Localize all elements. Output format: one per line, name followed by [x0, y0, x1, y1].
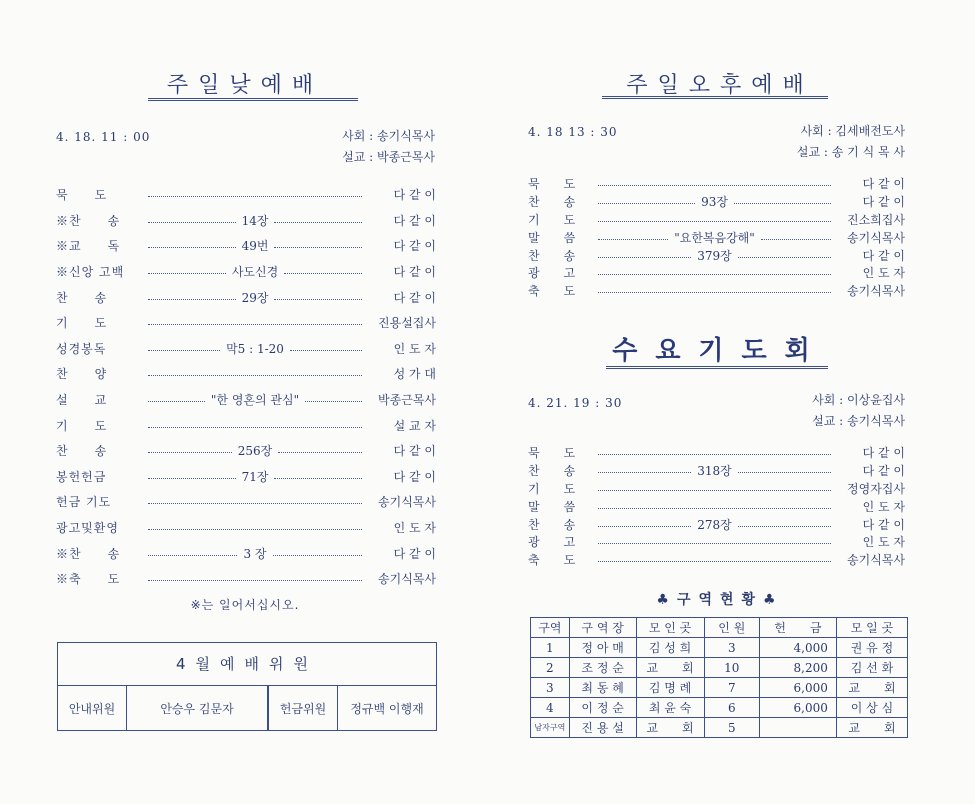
- afternoon-title-underline: [602, 96, 828, 99]
- program-item-label: 광 고: [528, 266, 576, 281]
- column-header: 구 역 장: [569, 618, 636, 638]
- program-row: [56, 259, 436, 285]
- table-cell: 5: [704, 718, 759, 738]
- wednesday-title-underline: [606, 366, 828, 369]
- program-item-leader: 다 같 이: [862, 517, 905, 532]
- table-cell: 남자구역: [531, 718, 570, 738]
- column-header: 모 일 곳: [836, 618, 907, 638]
- program-row: [56, 182, 436, 208]
- leader-dots: [738, 472, 831, 473]
- table-cell: 6,000: [759, 678, 836, 698]
- title-underline: [148, 98, 358, 101]
- committee-title: 4월예배위원: [58, 643, 436, 686]
- program-item-detail: "한 영혼의 관심": [210, 393, 300, 408]
- program-item-leader: 다 같 이: [393, 239, 436, 254]
- committee-box: [57, 642, 437, 731]
- program-row: [56, 464, 436, 490]
- program-item-label: 찬 송: [528, 464, 576, 479]
- usher-names: 안승우 김문자: [127, 686, 268, 730]
- leader-dots: [734, 203, 831, 204]
- sunday-afternoon-title: 주일오후예배: [626, 73, 814, 98]
- program-item-leader: 설 교 자: [393, 418, 436, 433]
- program-item-leader: 인 도 자: [862, 266, 905, 281]
- table-cell: 3: [704, 638, 759, 658]
- program-item-label: 설 교: [56, 393, 108, 408]
- program-item-leader: 다 같 이: [393, 188, 436, 203]
- table-cell: 8,200: [759, 658, 836, 678]
- leader-dots: [148, 452, 232, 453]
- column-header: 구역: [531, 618, 570, 638]
- service-date: 4. 18. 11 : 00: [56, 130, 151, 144]
- program-row: [56, 387, 436, 413]
- program-item-leader: 송기식목사: [847, 230, 905, 245]
- table-cell: 최 동 혜: [569, 678, 636, 698]
- program-row: [528, 264, 905, 282]
- program-row: [56, 310, 436, 336]
- leader-dots: [598, 203, 695, 204]
- afternoon-host: 사회 : 김세배전도사: [800, 124, 905, 138]
- table-cell: 6,000: [759, 698, 836, 718]
- column-header: 모 인 곳: [636, 618, 704, 638]
- program-row: [56, 540, 436, 566]
- program-row: [528, 462, 905, 480]
- leader-dots: [274, 478, 362, 479]
- program-item-label: 축 도: [528, 553, 576, 568]
- leader-dots: [148, 478, 236, 479]
- program-item-label: ※신앙 고백: [56, 265, 125, 280]
- program-item-leader: 진소희집사: [847, 212, 905, 227]
- leader-dots: [598, 561, 831, 562]
- program-item-detail: 278장: [697, 517, 732, 532]
- table-row: [531, 658, 908, 678]
- leader-dots: [148, 222, 236, 223]
- program-item-label: 묵 도: [56, 188, 108, 203]
- leader-dots: [761, 239, 831, 240]
- table-cell: 4: [531, 698, 570, 718]
- program-item-label: 찬 송: [528, 195, 576, 210]
- table-cell: [759, 718, 836, 738]
- leader-dots: [284, 273, 362, 274]
- wednesday-prayer-title: 수요기도회: [612, 336, 828, 366]
- wednesday-host: 사회 : 이상윤집사: [812, 393, 905, 407]
- leader-dots: [148, 401, 205, 402]
- program-item-leader: 진용설집사: [378, 316, 436, 331]
- program-row: [528, 193, 905, 211]
- program-item-leader: 다 같 이: [393, 213, 436, 228]
- sunday-afternoon-program: [528, 175, 905, 300]
- program-item-detail: 379장: [697, 248, 732, 263]
- leader-dots: [148, 196, 362, 197]
- program-item-leader: 다 같 이: [393, 469, 436, 484]
- program-item-leader: 인 도 자: [393, 341, 437, 356]
- program-item-leader: 다 같 이: [393, 290, 436, 305]
- program-row: [528, 246, 905, 264]
- program-row: [56, 438, 436, 464]
- leader-dots: [598, 221, 831, 222]
- program-row: [528, 533, 905, 551]
- wednesday-program: [528, 444, 905, 569]
- table-cell: 김 명 례: [636, 678, 704, 698]
- sunday-morning-program: [56, 182, 436, 592]
- program-item-label: 기 도: [56, 316, 108, 331]
- leader-dots: [148, 350, 220, 351]
- program-item-detail: 71장: [241, 469, 269, 484]
- table-cell: 최 윤 숙: [636, 698, 704, 718]
- table-row: [531, 638, 908, 658]
- program-item-leader: 정영자집사: [847, 481, 905, 496]
- program-item-label: 봉헌헌금: [56, 469, 107, 484]
- program-item-label: 광고및환영: [56, 521, 119, 536]
- program-item-leader: 다 같 이: [393, 546, 437, 561]
- table-cell: 10: [704, 658, 759, 678]
- leader-dots: [598, 454, 831, 455]
- leader-dots: [598, 185, 831, 186]
- program-item-detail: 49번: [241, 239, 269, 254]
- leader-dots: [598, 257, 691, 258]
- program-row: [528, 515, 905, 533]
- program-item-label: 찬 양: [56, 367, 108, 382]
- table-cell: 조 정 순: [569, 658, 636, 678]
- program-item-label: 찬 송: [56, 444, 108, 459]
- program-item-detail: 318장: [697, 464, 732, 479]
- program-item-leader: 다 같 이: [393, 265, 436, 280]
- program-item-leader: 인 도 자: [393, 521, 436, 536]
- program-item-label: 찬 송: [528, 248, 576, 263]
- service-host-and-preacher: [250, 126, 435, 168]
- program-item-leader: 박종근목사: [378, 393, 437, 408]
- column-header: 인 원: [704, 618, 759, 638]
- table-cell: 교 회: [636, 718, 704, 738]
- program-item-label: ※교 독: [56, 239, 121, 254]
- table-cell: 1: [531, 638, 570, 658]
- table-row: [531, 678, 908, 698]
- program-item-leader: 다 같 이: [862, 177, 905, 192]
- leader-dots: [598, 508, 831, 509]
- leader-dots: [598, 490, 831, 491]
- leader-dots: [738, 257, 831, 258]
- leader-dots: [148, 503, 362, 504]
- program-row: [56, 412, 436, 438]
- program-item-leader: 다 같 이: [862, 446, 905, 461]
- program-row: [56, 336, 436, 362]
- leader-dots: [148, 247, 236, 248]
- wednesday-date: 4. 21. 19 : 30: [528, 396, 623, 410]
- offering-label: 헌금위원: [268, 686, 338, 730]
- program-item-detail: 사도신경: [231, 265, 279, 280]
- program-row: [528, 444, 905, 462]
- right-page: [490, 0, 975, 804]
- leader-dots: [148, 324, 362, 325]
- program-item-detail: 29장: [241, 290, 269, 305]
- program-item-label: 말 씀: [528, 230, 576, 245]
- leader-dots: [148, 580, 362, 581]
- program-item-detail: 14장: [241, 213, 269, 228]
- program-item-leader: 송기식목사: [847, 284, 905, 299]
- program-row: [528, 282, 905, 300]
- table-cell: 김 성 희: [636, 638, 704, 658]
- table-cell: 정 아 매: [569, 638, 636, 658]
- leader-dots: [598, 472, 691, 473]
- program-row: [56, 361, 436, 387]
- leader-dots: [274, 247, 362, 248]
- offering-names: 정규백 이행재: [350, 701, 424, 716]
- program-item-label: 말 씀: [528, 499, 576, 514]
- leader-dots: [598, 239, 668, 240]
- afternoon-date: 4. 18 13 : 30: [528, 125, 618, 139]
- program-item-leader: 다 같 이: [393, 444, 436, 459]
- program-item-detail: "요한복음강해": [674, 230, 755, 245]
- district-status-title: ♣구역현황♣: [656, 592, 784, 608]
- afternoon-host-and-preacher: [720, 121, 905, 163]
- program-item-label: 기 도: [528, 481, 576, 496]
- program-item-leader: 송기식목사: [378, 572, 436, 587]
- wednesday-preacher: 설교 : 송기식목사: [812, 414, 905, 428]
- program-row: [528, 497, 905, 515]
- program-row: [528, 480, 905, 498]
- table-cell: 3: [531, 678, 570, 698]
- leader-dots: [598, 526, 691, 527]
- usher-label: 안내위원: [58, 686, 127, 730]
- table-cell: 이 상 심: [836, 698, 907, 718]
- table-cell: 4,000: [759, 638, 836, 658]
- program-row: [56, 515, 436, 541]
- program-item-label: 묵 도: [528, 446, 576, 461]
- program-item-leader: 송기식목사: [847, 553, 905, 568]
- table-cell: 권 유 정: [836, 638, 907, 658]
- program-item-detail: 3 장: [243, 546, 267, 561]
- program-row: [528, 211, 905, 229]
- table-cell: 진 용 설: [569, 718, 636, 738]
- leader-dots: [148, 555, 237, 556]
- preacher: 설교 : 박종근목사: [342, 150, 435, 164]
- program-item-leader: 다 같 이: [862, 195, 905, 210]
- table-cell: 이 정 순: [569, 698, 636, 718]
- program-item-label: 기 도: [56, 418, 108, 433]
- column-header: 헌 금: [759, 618, 836, 638]
- district-table: [530, 617, 908, 738]
- program-item-label: 축 도: [528, 284, 576, 299]
- leader-dots: [274, 299, 362, 300]
- program-item-label: ※찬 송: [56, 546, 121, 561]
- program-item-label: ※찬 송: [56, 213, 121, 228]
- afternoon-preacher: 설교 : 송 기 식 목 사: [796, 145, 905, 159]
- program-item-leader: 송기식목사: [378, 495, 436, 510]
- program-item-leader: 인 도 자: [862, 535, 905, 550]
- table-cell: 교 회: [836, 678, 907, 698]
- table-cell: 2: [531, 658, 570, 678]
- table-cell: 교 회: [636, 658, 704, 678]
- program-item-leader: 다 같 이: [862, 464, 905, 479]
- table-cell: 김 선 화: [836, 658, 907, 678]
- program-item-leader: 인 도 자: [862, 499, 905, 514]
- wednesday-host-and-preacher: [720, 390, 905, 432]
- stand-note: ※는 일어서십시오.: [190, 598, 300, 612]
- program-item-leader: 다 같 이: [862, 248, 905, 263]
- program-item-detail: 막5 : 1-20: [226, 341, 284, 356]
- program-item-label: 기 도: [528, 212, 576, 227]
- leader-dots: [598, 274, 831, 275]
- leader-dots: [598, 543, 831, 544]
- program-item-label: 찬 송: [56, 290, 108, 305]
- leader-dots: [148, 273, 226, 274]
- program-row: [56, 284, 436, 310]
- table-header-row: [531, 618, 908, 638]
- program-item-label: 성경봉독: [56, 341, 107, 356]
- leader-dots: [274, 222, 362, 223]
- program-row: [56, 233, 436, 259]
- leader-dots: [290, 350, 362, 351]
- table-cell: 교 회: [836, 718, 907, 738]
- host: 사회 : 송기식목사: [342, 129, 435, 143]
- leader-dots: [148, 299, 236, 300]
- leader-dots: [738, 526, 831, 527]
- sunday-morning-title: 주일낮예배: [166, 73, 324, 98]
- leader-dots: [148, 427, 362, 428]
- leader-dots: [148, 375, 362, 376]
- leader-dots: [278, 452, 362, 453]
- leader-dots: [273, 555, 362, 556]
- table-row: [531, 718, 908, 738]
- table-cell: 6: [704, 698, 759, 718]
- program-row: [528, 228, 905, 246]
- program-item-label: 광 고: [528, 535, 576, 550]
- program-row: [528, 175, 905, 193]
- program-item-detail: 93장: [701, 195, 728, 210]
- table-row: [531, 698, 908, 718]
- table-cell: 7: [704, 678, 759, 698]
- program-item-label: 헌금 기도: [56, 495, 112, 510]
- leader-dots: [148, 529, 362, 530]
- program-item-label: 찬 송: [528, 517, 576, 532]
- program-row: [56, 489, 436, 515]
- leader-dots: [305, 401, 362, 402]
- program-row: [56, 208, 436, 234]
- program-row: [528, 551, 905, 569]
- program-row: [56, 566, 436, 592]
- program-item-label: ※축 도: [56, 572, 121, 587]
- program-item-label: 묵 도: [528, 177, 576, 192]
- program-item-leader: 성 가 대: [393, 367, 436, 382]
- leader-dots: [598, 292, 831, 293]
- program-item-detail: 256장: [237, 444, 273, 459]
